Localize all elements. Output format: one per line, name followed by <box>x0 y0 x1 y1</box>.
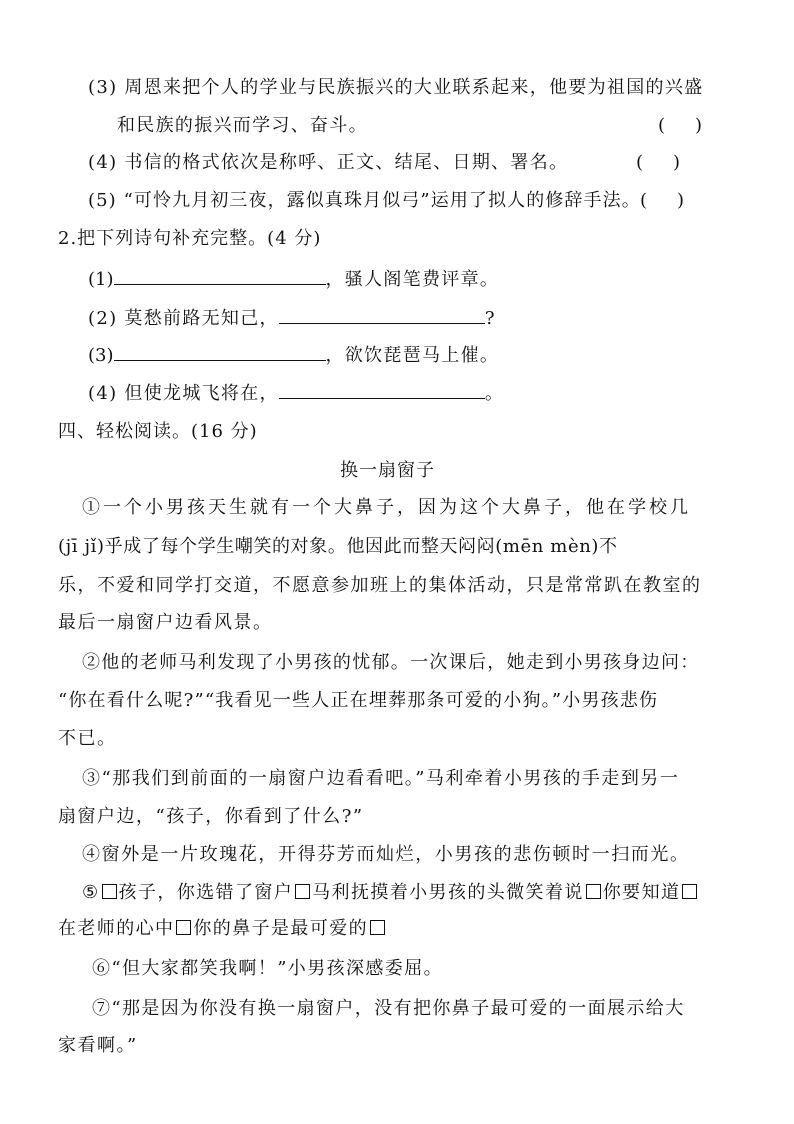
poem-item-3-blank[interactable] <box>114 342 326 361</box>
poem-item-3-number: (3) <box>88 345 114 366</box>
punctuation-box-3[interactable] <box>586 884 601 899</box>
punctuation-box-6[interactable] <box>370 920 385 935</box>
paren-right: ) <box>673 152 681 173</box>
paragraph-5-segment-4: 在老师的心中 <box>58 918 175 939</box>
paren-left: ( <box>658 115 666 136</box>
paragraph-5-line-1 <box>82 881 699 905</box>
paragraph-1-line-1: ①一个小男孩天生就有一个大鼻子，因为这个大鼻子，他在学校几 <box>82 497 691 518</box>
poem-item-4 <box>88 380 503 406</box>
paren-left: ( <box>636 152 644 173</box>
paragraph-7-line-2: 家看啊。” <box>58 1035 138 1056</box>
paren-right: ) <box>677 190 685 211</box>
paragraph-1-line-3: 乐，不爱和同学打交道，不愿意参加班上的集体活动，只是常常趴在教室的 <box>58 575 702 596</box>
judge-item-4: (4) 书信的格式依次是称呼、正文、结尾、日期、署名。 <box>88 152 569 173</box>
punctuation-box-4[interactable] <box>682 884 697 899</box>
judge-item-5-answer-paren[interactable] <box>640 189 684 213</box>
poem-item-4-text: (4) 但使龙城飞将在， <box>88 383 279 404</box>
paragraph-6-line-1: ⑥“但大家都笑我啊！”小男孩深感委屈。 <box>92 958 444 979</box>
paragraph-7-line-1: ⑦“那是因为你没有换一扇窗户，没有把你鼻子最可爱的一面展示给大 <box>92 998 685 1019</box>
paren-right: ) <box>695 115 703 136</box>
judge-item-5: (5) “可怜九月初三夜，露似真珠月似弓”运用了拟人的修辞手法。 <box>88 190 641 211</box>
poem-item-1-number: (1) <box>88 269 114 290</box>
judge-item-3-line-2: 和民族的振兴而学习、奋斗。 <box>117 115 368 136</box>
paragraph-1-line-4: 最后一扇窗户边看风景。 <box>58 612 273 633</box>
paren-left: ( <box>640 190 648 211</box>
poem-item-4-blank[interactable] <box>279 380 485 399</box>
paragraph-5-number: ⑤ <box>82 882 100 903</box>
judge-item-3-line-1: (3) 周恩来把个人的学业与民族振兴的大业联系起来，他要为祖国的兴盛 <box>88 77 704 98</box>
passage-title: 换一扇窗子 <box>340 460 435 481</box>
punctuation-box-2[interactable] <box>295 884 310 899</box>
poem-heading: 2.把下列诗句补充完整。(4 分) <box>58 228 322 249</box>
judge-item-3-answer-paren[interactable] <box>658 114 702 138</box>
poem-item-1-text: ，骚人阁笔费评章。 <box>325 269 500 290</box>
poem-item-1-blank[interactable] <box>114 266 326 285</box>
punctuation-box-5[interactable] <box>176 920 191 935</box>
paragraph-2-line-3: 不已。 <box>58 728 117 749</box>
poem-item-3 <box>88 342 499 368</box>
paragraph-3-line-2: 扇窗户边，“孩子，你看到了什么?” <box>58 806 364 827</box>
poem-item-4-end: 。 <box>484 383 503 404</box>
paragraph-5-segment-3: 你要知道 <box>602 882 681 903</box>
paragraph-4-line-1: ④窗外是一片玫瑰花，开得芬芳而灿烂，小男孩的悲伤顿时一扫而光。 <box>82 844 690 865</box>
reading-heading: 四、轻松阅读。(16 分) <box>58 421 258 442</box>
poem-item-3-text: ，欲饮琵琶马上催。 <box>325 345 500 366</box>
poem-item-2-blank[interactable] <box>279 305 485 324</box>
paragraph-2-line-1: ②他的老师马利发现了小男孩的忧郁。一次课后，她走到小男孩身边问： <box>82 652 700 673</box>
punctuation-box-1[interactable] <box>102 884 117 899</box>
paragraph-5-segment-1: 孩子，你选错了窗户 <box>118 882 294 903</box>
poem-item-2 <box>88 305 494 331</box>
paragraph-5-line-2 <box>58 917 387 941</box>
poem-item-2-end: ? <box>484 308 495 329</box>
paragraph-1-line-2: (jī jǐ)乎成了每个学生嘲笑的对象。他因此而整天闷闷(mēn mèn)不 <box>58 536 618 557</box>
paragraph-2-line-2: “你在看什么呢?”“我看见一些人正在埋葬那条可爱的小狗。”小男孩悲伤 <box>58 690 659 711</box>
paragraph-5-segment-5: 你的鼻子是最可爱的 <box>193 918 369 939</box>
poem-item-1 <box>88 266 499 292</box>
paragraph-3-line-1: ③“那我们到前面的一扇窗户边看看吧。”马利牵着小男孩的手走到另一 <box>82 768 680 789</box>
paragraph-5-segment-2: 马利抚摸着小男孩的头微笑着说 <box>312 882 584 903</box>
judge-item-4-answer-paren[interactable] <box>636 151 680 175</box>
poem-item-2-text: (2) 莫愁前路无知己， <box>88 308 279 329</box>
